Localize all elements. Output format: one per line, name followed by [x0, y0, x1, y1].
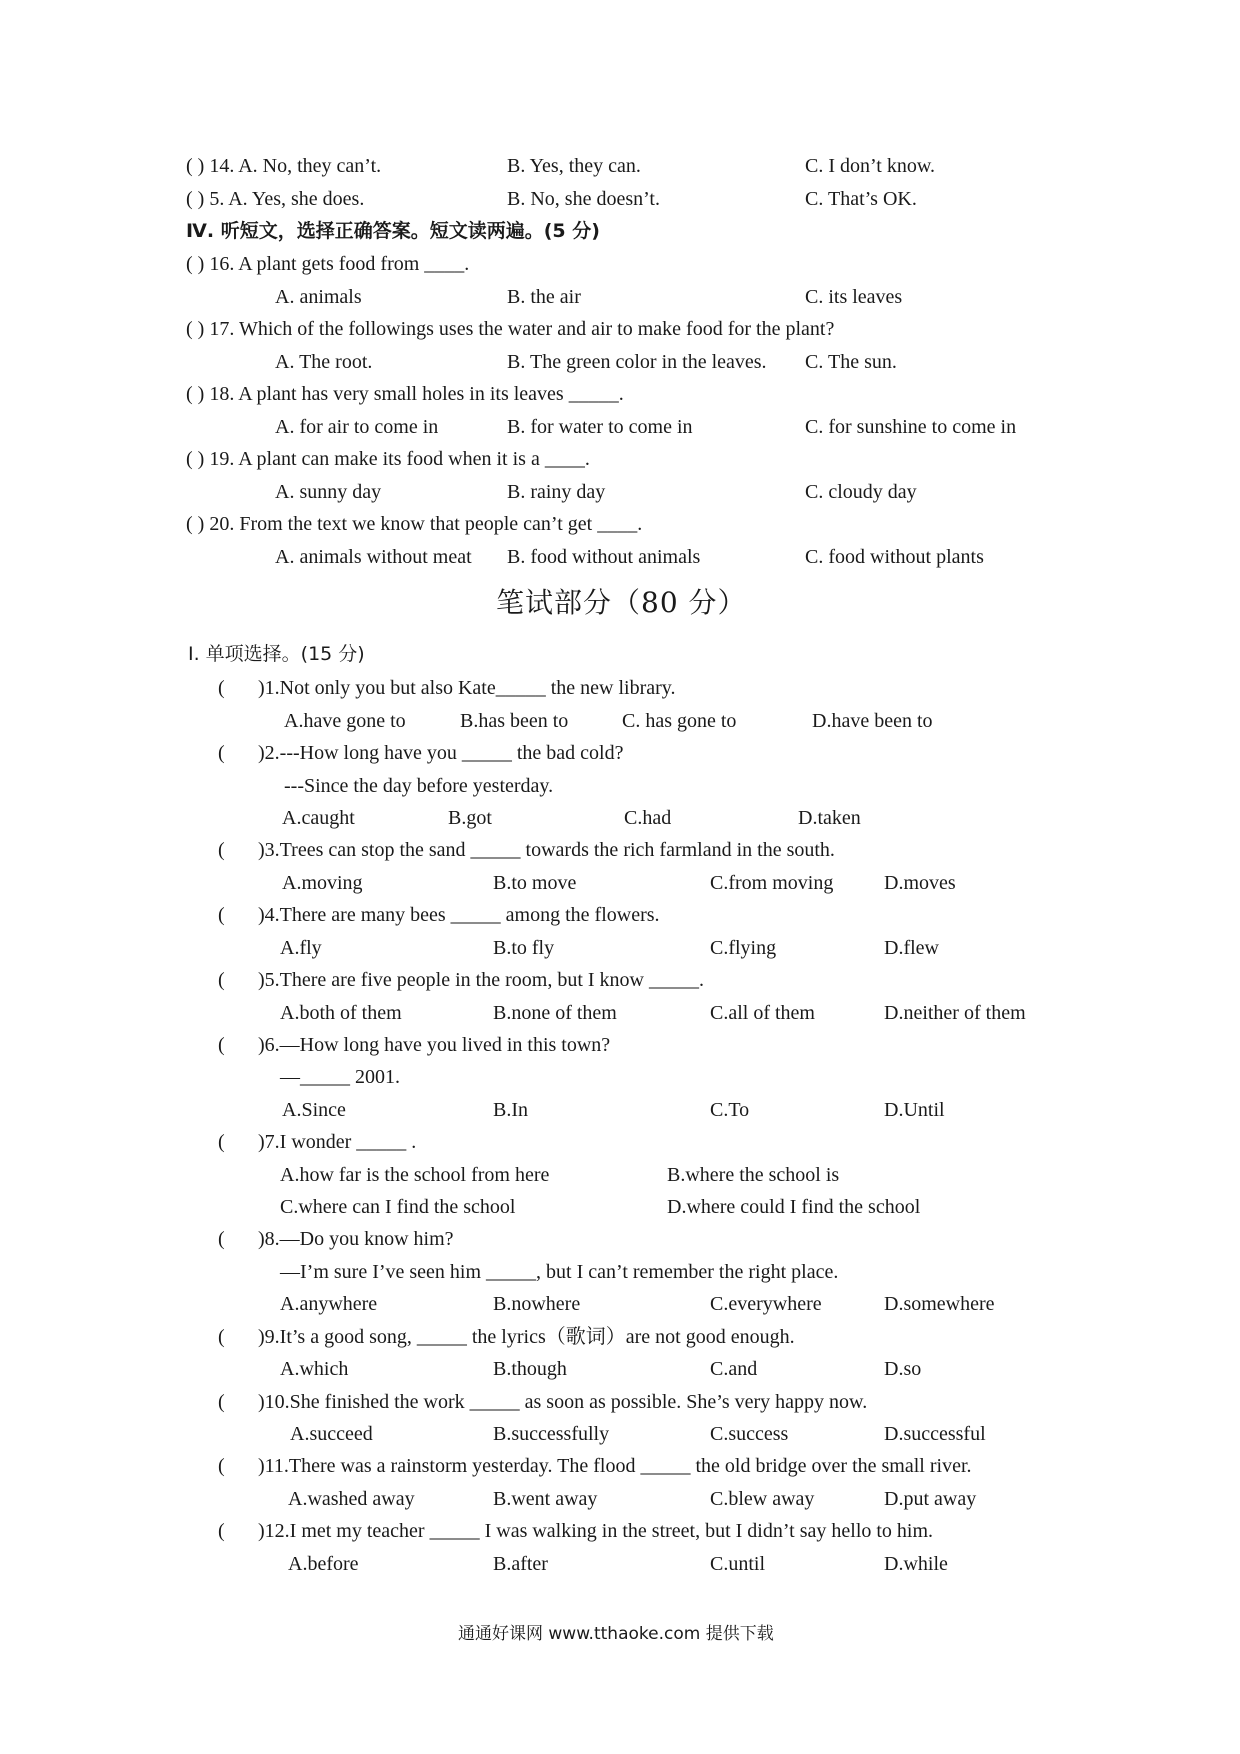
- q12-option-a: A.before: [288, 1553, 359, 1575]
- q11-option-b: B.went away: [493, 1488, 598, 1510]
- q19-option-c: C. cloudy day: [805, 481, 917, 503]
- q18-option-b: B. for water to come in: [507, 416, 693, 438]
- q4-option-b: B.to fly: [493, 937, 555, 959]
- q5-option-a: A.both of them: [280, 1002, 402, 1024]
- q10-paren: (: [218, 1391, 225, 1413]
- q16-option-b: B. the air: [507, 286, 581, 308]
- q1-stem: )1.Not only you but also Kate_____ the new library.: [258, 677, 676, 699]
- q14-option-c: C. I don’t know.: [805, 155, 935, 177]
- q6-paren: (: [218, 1034, 225, 1056]
- q7-option-b: B.where the school is: [667, 1164, 840, 1186]
- q8-reply: —I’m sure I’ve seen him _____, but I can’t remember the right place.: [280, 1261, 839, 1283]
- q7-option-d: D.where could I find the school: [667, 1196, 921, 1218]
- q17-option-c: C. The sun.: [805, 351, 897, 373]
- page-footer: 通通好课网 www.tthaoke.com 提供下载: [458, 1624, 774, 1644]
- q10-option-a: A.succeed: [290, 1423, 373, 1445]
- q18-option-a: A. for air to come in: [275, 416, 439, 438]
- written-part-title: 笔试部分（80 分）: [496, 586, 747, 619]
- q8-option-a: A.anywhere: [280, 1293, 378, 1315]
- q3-stem: )3.Trees can stop the sand _____ towards the rich farmland in the south.: [258, 839, 835, 861]
- q2-option-b: B.got: [448, 807, 492, 829]
- q12-option-d: D.while: [884, 1553, 948, 1575]
- q5-option-c: C.all of them: [710, 1002, 815, 1024]
- q8-option-d: D.somewhere: [884, 1293, 995, 1315]
- q11-option-d: D.put away: [884, 1488, 977, 1510]
- q5-stem: )5.There are five people in the room, but I know _____.: [258, 969, 704, 991]
- q2-option-c: C.had: [624, 807, 672, 829]
- q9-paren: (: [218, 1326, 225, 1348]
- q14-stem: ( ) 14. A. No, they can’t.: [186, 155, 382, 177]
- q2-stem: )2.---How long have you _____ the bad cold?: [258, 742, 624, 764]
- q11-option-c: C.blew away: [710, 1488, 815, 1510]
- q12-option-b: B.after: [493, 1553, 548, 1575]
- q8-stem: )8.—Do you know him?: [258, 1228, 454, 1250]
- q10-option-d: D.successful: [884, 1423, 986, 1445]
- q15-option-b: B. No, she doesn’t.: [507, 188, 660, 210]
- q15-stem: ( ) 5. A. Yes, she does.: [186, 188, 365, 210]
- q20-option-c: C. food without plants: [805, 546, 984, 568]
- q6-option-d: D.Until: [884, 1099, 945, 1121]
- q19-option-a: A. sunny day: [275, 481, 382, 503]
- q18-stem: ( ) 18. A plant has very small holes in its leaves _____.: [186, 383, 624, 405]
- q20-option-a: A. animals without meat: [275, 546, 472, 568]
- q11-stem: )11.There was a rainstorm yesterday. The flood _____ the old bridge over the small river.: [258, 1455, 972, 1477]
- q14-option-b: B. Yes, they can.: [507, 155, 641, 177]
- q4-option-d: D.flew: [884, 937, 939, 959]
- q1-option-a: A.have gone to: [284, 710, 406, 732]
- q19-stem: ( ) 19. A plant can make its food when it is a ____.: [186, 448, 590, 470]
- q7-stem: )7.I wonder _____ .: [258, 1131, 417, 1153]
- section-i-heading: Ⅰ. 单项选择。(15 分): [188, 643, 365, 665]
- q2-option-d: D.taken: [798, 807, 861, 829]
- q15-option-c: C. That’s OK.: [805, 188, 917, 210]
- q8-option-c: C.everywhere: [710, 1293, 822, 1315]
- q11-paren: (: [218, 1455, 225, 1477]
- q6-option-c: C.To: [710, 1099, 750, 1121]
- q1-option-d: D.have been to: [812, 710, 933, 732]
- q9-option-c: C.and: [710, 1358, 758, 1380]
- q6-option-b: B.In: [493, 1099, 528, 1121]
- q5-option-b: B.none of them: [493, 1002, 617, 1024]
- q7-paren: (: [218, 1131, 225, 1153]
- q17-stem: ( ) 17. Which of the followings uses the water and air to make food for the plant?: [186, 318, 835, 340]
- q4-stem: )4.There are many bees _____ among the flowers.: [258, 904, 660, 926]
- q10-option-b: B.successfully: [493, 1423, 610, 1445]
- q12-paren: (: [218, 1520, 225, 1542]
- q17-option-a: A. The root.: [275, 351, 373, 373]
- q18-option-c: C. for sunshine to come in: [805, 416, 1017, 438]
- q2-option-a: A.caught: [282, 807, 355, 829]
- q4-option-c: C.flying: [710, 937, 777, 959]
- q8-paren: (: [218, 1228, 225, 1250]
- q9-option-b: B.though: [493, 1358, 567, 1380]
- q5-option-d: D.neither of them: [884, 1002, 1026, 1024]
- q9-option-d: D.so: [884, 1358, 922, 1380]
- q9-option-a: A.which: [280, 1358, 349, 1380]
- q10-option-c: C.success: [710, 1423, 789, 1445]
- q1-option-c: C. has gone to: [622, 710, 737, 732]
- q11-option-a: A.washed away: [288, 1488, 415, 1510]
- q6-reply: —_____ 2001.: [280, 1066, 400, 1088]
- q7-option-a: A.how far is the school from here: [280, 1164, 550, 1186]
- q1-paren: (: [218, 677, 225, 699]
- q4-paren: (: [218, 904, 225, 926]
- q9-stem: )9.It’s a good song, _____ the lyrics（歌词）are not good enough.: [258, 1326, 795, 1348]
- q17-option-b: B. The green color in the leaves.: [507, 351, 767, 373]
- q6-option-a: A.Since: [282, 1099, 346, 1121]
- q8-option-b: B.nowhere: [493, 1293, 581, 1315]
- q4-option-a: A.fly: [280, 937, 322, 959]
- q19-option-b: B. rainy day: [507, 481, 606, 503]
- q3-option-a: A.moving: [282, 872, 363, 894]
- q3-option-b: B.to move: [493, 872, 577, 894]
- q5-paren: (: [218, 969, 225, 991]
- q3-option-c: C.from moving: [710, 872, 834, 894]
- q6-stem: )6.—How long have you lived in this town?: [258, 1034, 611, 1056]
- q16-option-a: A. animals: [275, 286, 362, 308]
- q2-paren: (: [218, 742, 225, 764]
- q12-option-c: C.until: [710, 1553, 766, 1575]
- q10-stem: )10.She finished the work _____ as soon as possible. She’s very happy now.: [258, 1391, 868, 1413]
- q2-reply: ---Since the day before yesterday.: [284, 775, 554, 797]
- q16-stem: ( ) 16. A plant gets food from ____.: [186, 253, 470, 275]
- section-iv-heading: Ⅳ. 听短文，选择正确答案。短文读两遍。(5 分): [186, 220, 600, 242]
- q20-option-b: B. food without animals: [507, 546, 701, 568]
- q3-paren: (: [218, 839, 225, 861]
- q3-option-d: D.moves: [884, 872, 956, 894]
- q20-stem: ( ) 20. From the text we know that people can’t get ____.: [186, 513, 643, 535]
- q1-option-b: B.has been to: [460, 710, 569, 732]
- q12-stem: )12.I met my teacher _____ I was walking in the street, but I didn’t say hello to him.: [258, 1520, 934, 1542]
- q16-option-c: C. its leaves: [805, 286, 903, 308]
- q7-option-c: C.where can I find the school: [280, 1196, 516, 1218]
